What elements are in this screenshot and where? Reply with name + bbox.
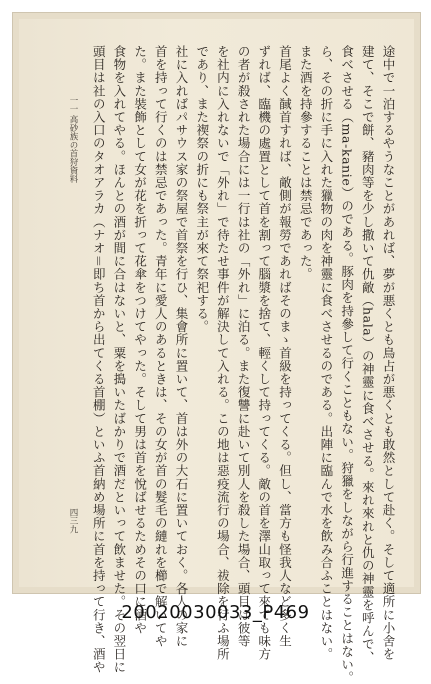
text-column: 食べさせる（ma-kanie）のである。豚肉を持參して行くこともない。狩獵をしながら行進することはない。	[339, 45, 355, 684]
text-column: 建て、そこで餅、豬肉等を少し撒いて仇敵（hala）の神靈に食べさせる。來れ來れと仇の神靈を呼んで、	[360, 45, 376, 664]
text-column: であり、また禊祭の折にも祭主が來て祭祀する。	[194, 45, 210, 334]
image-caption: 20020030033_P469	[121, 602, 310, 623]
text-column: た。また裝飾として女が花を折って花傘をつけてやった。そして男は首を悅ばせるためその口に酒や	[132, 45, 148, 635]
text-column: 食物を入れてやる。ほんとの酒が間に合はないと、粟を搗いたばかりで酒だといって飲ませた。その翌日に	[111, 45, 127, 674]
text-column: の者が殺された場合には一行は社の「外れ」に泊る。また復讐に赴いて別人を殺した場合、頭目は彼等	[236, 45, 252, 648]
text-column: 社に入ればパサウス家の祭屋で首祭を行ひ、集會所に置いて、首は外の大石に置いておく。各人の家に	[174, 45, 189, 648]
text-column: ら、その折に手に入れた獵物の肉を神靈に食べさせるのである。出陣に臨んで水を飲み合ふことはない。	[318, 45, 334, 661]
text-column: ずれば、臨機の處置として首を割って腦漿を捨て、輕くして持ってくる。敵の首を澤山取って來ても味方	[256, 45, 272, 661]
text-column: 首を持って行くのは禁忌であった。青年に愛人のあるときは、その女が首の髮毛の縺れを櫛で解いてや	[153, 45, 169, 648]
text-column: 首尾よく馘首すれば、敵側が報勞であればそのまゝ首級を持ってくる。但し、當方も怪我人など多く生	[277, 45, 293, 648]
running-header-number: 一一	[68, 96, 78, 113]
text-column: を社内に入れないで「外れ」で待たせ事件が解決して入れる。この地は惡疫流行の場合、祓除を行ふ場所	[215, 45, 231, 661]
running-header-title: 高砂族の首狩資料	[68, 115, 78, 183]
text-column: 頭目は社の入口のタオアラカ（ナオ＝即ち首から出てくる首棚）といふ首納め場所に首を持って行き、酒や	[91, 45, 107, 674]
text-column: 途中で一泊するやうなことがあれば、夢が悪くとも鳥占が悪くとも敢然として赴く。そして適所に小舍を	[381, 45, 396, 661]
text-column: また酒を持參することは禁忌であった。	[298, 45, 314, 281]
page-number: 四三九	[68, 508, 78, 534]
